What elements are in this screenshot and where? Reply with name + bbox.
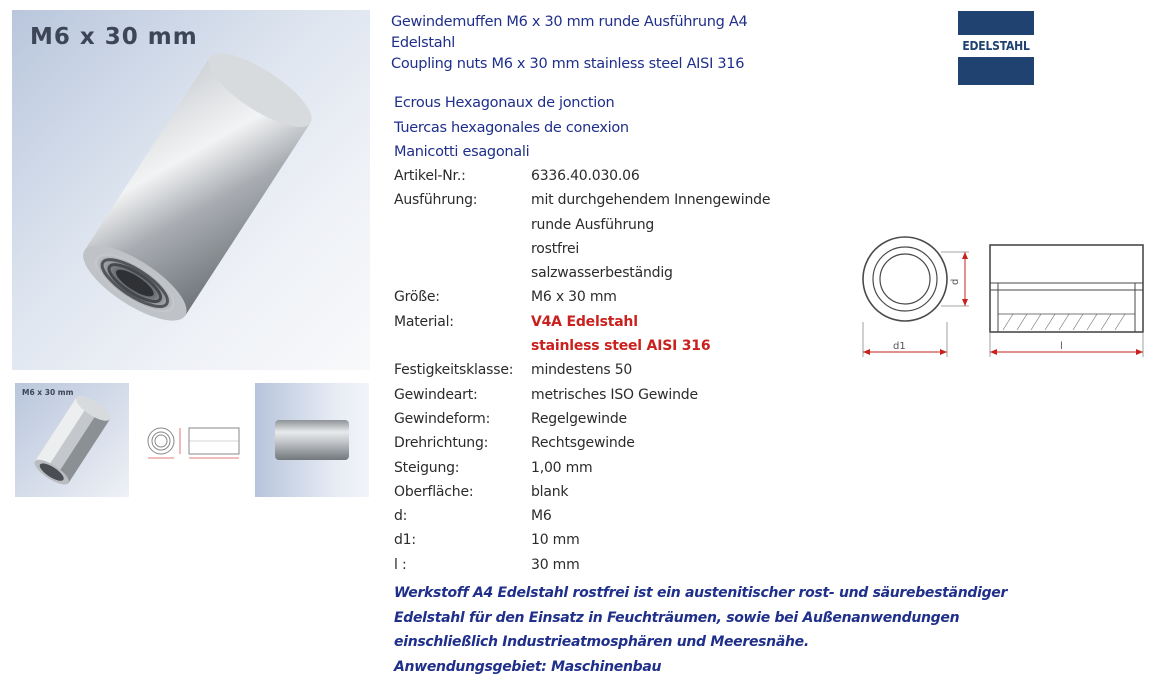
spec-row xyxy=(394,285,770,309)
spec-label xyxy=(394,213,531,237)
image-size-caption: M6 x 30 mm xyxy=(30,24,198,50)
spec-row xyxy=(394,334,770,358)
description-line: Anwendungsgebiet: Maschinenbau xyxy=(394,658,662,675)
subtitle-line: Ecrous Hexagonaux de jonction xyxy=(394,95,615,111)
spec-table xyxy=(394,164,770,577)
spec-label xyxy=(394,237,531,261)
spec-row xyxy=(394,383,770,407)
technical-drawing xyxy=(845,230,1160,360)
spec-value: salzwasserbeständig xyxy=(531,265,673,282)
spec-value: 30 mm xyxy=(531,556,580,573)
coupling-nut-thumbnail-icon xyxy=(15,383,129,497)
spec-row xyxy=(394,164,770,188)
spec-row xyxy=(394,358,770,382)
spec-row xyxy=(394,261,770,285)
spec-value: 10 mm xyxy=(531,532,580,549)
product-title xyxy=(391,12,747,75)
description-line: Edelstahl für den Einsatz in Feuchträumen, sowie bei Außenanwendungen xyxy=(394,609,960,626)
spec-value: mit durchgehendem Innengewinde xyxy=(531,192,771,209)
spec-value: blank xyxy=(531,483,569,500)
coupling-nut-side-icon xyxy=(255,383,369,497)
spec-label: Oberfläche: xyxy=(394,483,474,500)
spec-label: l : xyxy=(394,556,407,573)
spec-row xyxy=(394,431,770,455)
spec-value: 6336.40.030.06 xyxy=(531,168,640,184)
spec-label: Festigkeitsklasse: xyxy=(394,362,514,379)
title-line: Coupling nuts M6 x 30 mm stainless steel AISI 316 xyxy=(391,56,745,72)
spec-label: Gewindeform: xyxy=(394,410,491,427)
spec-label: Größe: xyxy=(394,289,440,306)
spec-row xyxy=(394,237,770,261)
thumbnail-size-caption: M6 x 30 mm xyxy=(22,388,74,397)
description-line: Werkstoff A4 Edelstahl rostfrei ist ein austenitischer rost- und säurebeständiger xyxy=(394,585,1008,601)
spec-row xyxy=(394,456,770,480)
dimension-label-d1: d1 xyxy=(893,341,906,352)
main-product-image xyxy=(12,10,370,370)
spec-row xyxy=(394,504,770,528)
thumbnail-side-view[interactable] xyxy=(255,383,369,497)
thumbnail-photo[interactable] xyxy=(15,383,129,497)
spec-row xyxy=(394,480,770,504)
title-line: Edelstahl xyxy=(391,35,455,51)
spec-row xyxy=(394,553,770,577)
spec-label: Steigung: xyxy=(394,459,460,476)
spec-value: runde Ausführung xyxy=(531,216,655,233)
spec-row xyxy=(394,213,770,237)
technical-drawing-thumbnail-icon xyxy=(134,383,250,497)
spec-label: d: xyxy=(394,508,408,525)
spec-label: Artikel-Nr.: xyxy=(394,168,466,184)
spec-value: Rechtsgewinde xyxy=(531,435,635,452)
spec-label xyxy=(394,261,531,285)
spec-label: Ausführung: xyxy=(394,192,478,209)
spec-label: Gewindeart: xyxy=(394,386,478,403)
spec-value: mindestens 50 xyxy=(531,362,633,379)
spec-row xyxy=(394,528,770,552)
spec-row xyxy=(394,188,770,212)
spec-value: rostfrei xyxy=(531,240,580,257)
spec-value: Regelgewinde xyxy=(531,410,627,427)
title-line: Gewindemuffen M6 x 30 mm runde Ausführung A4 xyxy=(391,14,748,30)
spec-label: Drehrichtung: xyxy=(394,435,489,452)
subtitle-line: Manicotti esagonali xyxy=(394,144,530,160)
thumbnail-drawing[interactable] xyxy=(134,383,250,497)
spec-row xyxy=(394,407,770,431)
spec-label: d1: xyxy=(394,532,416,549)
spec-value: metrisches ISO Gewinde xyxy=(531,386,698,403)
description-line: einschließlich Industrieatmosphären und Meeresnähe. xyxy=(394,634,809,650)
spec-row xyxy=(394,310,770,334)
spec-label: Material: xyxy=(394,313,454,330)
spec-value: 1,00 mm xyxy=(531,459,593,476)
edelstahl-logo xyxy=(958,11,1034,85)
product-subtitles xyxy=(394,91,629,165)
spec-value: stainless steel AISI 316 xyxy=(531,338,711,355)
material-description xyxy=(394,581,1007,679)
spec-value: M6 x 30 mm xyxy=(531,289,617,306)
spec-value: M6 xyxy=(531,508,552,525)
coupling-nut-photo xyxy=(12,10,370,370)
logo-text: EDELSTAHL xyxy=(962,39,1030,53)
spec-label xyxy=(394,334,531,358)
dimension-label-d: d xyxy=(950,278,961,285)
dimension-label-l: l xyxy=(1060,341,1063,352)
subtitle-line: Tuercas hexagonales de conexion xyxy=(394,119,629,136)
spec-value: V4A Edelstahl xyxy=(531,313,638,330)
